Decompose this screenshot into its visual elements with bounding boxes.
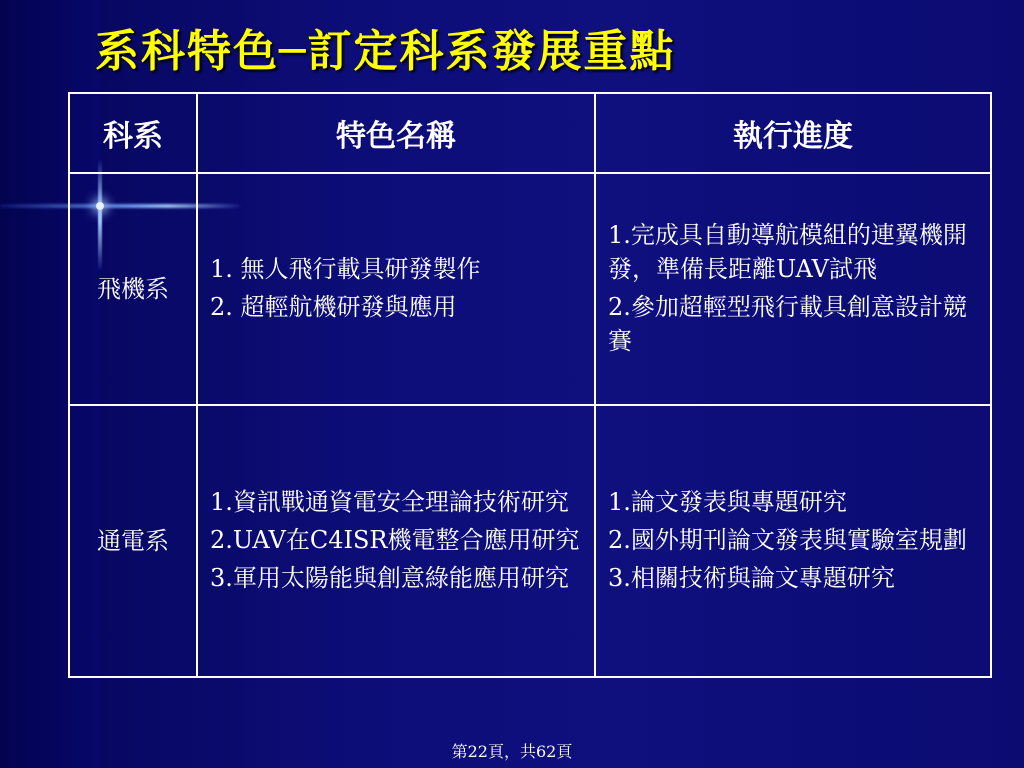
header-feature-name: 特色名稱 (197, 93, 595, 173)
progress-item: 1.論文發表與專題研究 (608, 488, 847, 516)
slide-title: 系科特色─訂定科系發展重點 (95, 26, 676, 77)
department-features-table (68, 92, 992, 678)
table-row (69, 173, 991, 405)
header-department: 科系 (69, 93, 197, 173)
progress-cell (595, 405, 991, 677)
feature-item: 2. 超輕航機研發與應用 (210, 293, 457, 321)
table-row (69, 405, 991, 677)
progress-item: 2.參加超輕型飛行載具創意設計競賽 (608, 293, 967, 355)
progress-item: 1.完成具自動導航模組的連翼機開發，準備長距離UAV試飛 (608, 221, 967, 283)
feature-cell (197, 173, 595, 405)
progress-cell (595, 173, 991, 405)
page-number-footer: 第22頁，共62頁 (451, 742, 573, 761)
feature-cell (197, 405, 595, 677)
department-cell: 通電系 (69, 405, 197, 677)
feature-item: 1. 無人飛行載具研發製作 (210, 255, 481, 283)
feature-item: 3.軍用太陽能與創意綠能應用研究 (210, 564, 569, 592)
feature-item: 1.資訊戰通資電安全理論技術研究 (210, 488, 569, 516)
table-header-row (69, 93, 991, 173)
progress-item: 3.相關技術與論文專題研究 (608, 564, 895, 592)
feature-item: 2.UAV在C4ISR機電整合應用研究 (210, 526, 580, 554)
department-cell: 飛機系 (69, 173, 197, 405)
header-progress: 執行進度 (595, 93, 991, 173)
progress-item: 2.國外期刊論文發表與實驗室規劃 (608, 526, 967, 554)
